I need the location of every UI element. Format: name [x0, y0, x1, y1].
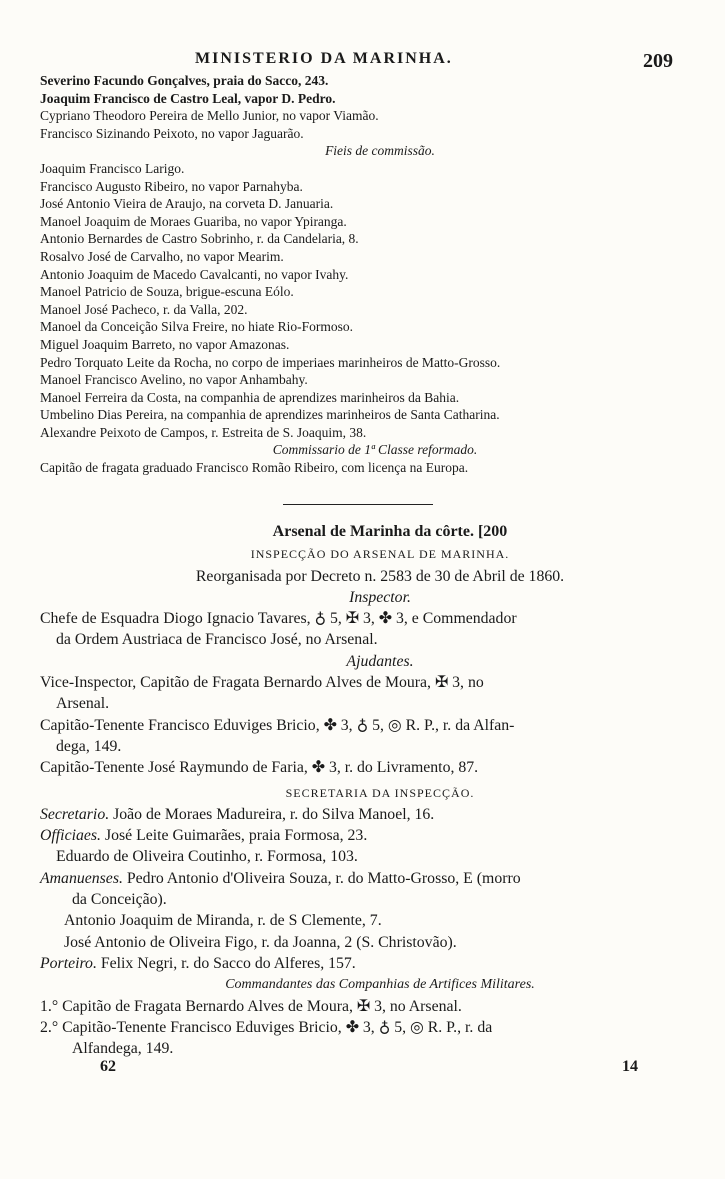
- list-item: Manoel Ferreira da Costa, na companhia de aprendizes marinheiros da Bahia.: [40, 389, 460, 405]
- list-item: Umbelino Dias Pereira, na companhia de aprendizes marinheiros de Santa Catharina.: [40, 407, 500, 423]
- porteiro-text: Felix Negri, r. do Sacco do Alferes, 157.: [100, 954, 356, 972]
- list-item: Joaquim Francisco de Castro Leal, vapor D. Pedro.: [40, 90, 336, 106]
- officiaes-entry: [40, 825, 680, 846]
- entry-line: Capitão-Tenente Francisco Eduviges Bricio, ✤ 3, ♁ 5, ◎ R. P., r. da Alfan-: [40, 716, 515, 734]
- list-item: Rosalvo José de Carvalho, no vapor Mearim.: [40, 248, 284, 264]
- amanuenses-label: Amanuenses.: [40, 869, 123, 887]
- porteiro-label: Porteiro.: [40, 954, 97, 972]
- entry-line: José Antonio de Oliveira Figo, r. da Joanna, 2 (S. Christovão).: [64, 933, 457, 951]
- officiaes-text: José Leite Guimarães, praia Formosa, 23.: [104, 827, 368, 845]
- list-item: Severino Facundo Gonçalves, praia do Sacco, 243.: [40, 73, 329, 88]
- entry-line: 2.° Capitão-Tenente Francisco Eduviges Bricio, ✤ 3, ♁ 5, ◎ R. P., r. da: [40, 1018, 493, 1036]
- list-item: Manoel Francisco Avelino, no vapor Anhambahy.: [40, 372, 308, 388]
- entry-line: dega, 149.: [56, 737, 122, 755]
- entry-line: Chefe de Esquadra Diogo Ignacio Tavares, ♁ 5, ✠ 3, ✤ 3, e Commendador: [40, 610, 517, 628]
- list-item: Antonio Bernardes de Castro Sobrinho, r. da Candelaria, 8.: [40, 231, 359, 247]
- page-number: 209: [643, 50, 673, 72]
- arsenal-title: Arsenal de Marinha da côrte. [200: [272, 523, 508, 540]
- entry-line: Antonio Joaquim de Miranda, r. de S Clemente, 7.: [64, 912, 382, 930]
- list-item: Joaquim Francisco Larigo.: [40, 160, 185, 176]
- entry-line: Capitão-Tenente José Raymundo de Faria, ✤ 3, r. do Livramento, 87.: [40, 759, 479, 777]
- section-heading-fieis: Fieis de commissão.: [325, 143, 435, 159]
- secretario-entry: [40, 804, 680, 825]
- list-item: Francisco Sizinando Peixoto, no vapor Jaguarão.: [40, 125, 304, 141]
- arsenal-section: [40, 521, 680, 1059]
- list-item: Antonio Joaquim de Macedo Cavalcanti, no vapor Ivahy.: [40, 266, 349, 282]
- staff-list-top: [40, 72, 680, 477]
- section-heading-secretaria: SECRETARIA DA INSPECÇÃO.: [285, 785, 475, 800]
- list-item: Manoel da Conceição Silva Freire, no hiate Rio-Formoso.: [40, 319, 354, 335]
- entry-line: 1.° Capitão de Fragata Bernardo Alves de Moura, ✠ 3, no Arsenal.: [40, 997, 462, 1015]
- entry-line: Alfandega, 149.: [72, 1040, 174, 1058]
- list-item: José Antonio Vieira de Araujo, na corveta D. Januaria.: [40, 196, 334, 212]
- amanuenses-entry: [40, 868, 680, 889]
- list-item: Capitão de fragata graduado Francisco Romão Ribeiro, com licença na Europa.: [40, 460, 469, 476]
- entry-line: da Ordem Austriaca de Francisco José, no Arsenal.: [56, 631, 378, 649]
- list-item: Manoel Joaquim de Moraes Guariba, no vapor Ypiranga.: [40, 213, 347, 229]
- signature-mark-left: 62: [100, 1058, 116, 1075]
- section-heading-commandantes: Commandantes das Companhias de Artifices Militares.: [225, 977, 535, 993]
- running-title: MINISTERIO DA MARINHA.: [195, 50, 453, 67]
- secretario-text: João de Moraes Madureira, r. do Silva Manoel, 16.: [113, 805, 435, 823]
- section-heading-inspector: Inspector.: [349, 588, 411, 606]
- list-item: Alexandre Peixoto de Campos, r. Estreita de S. Joaquim, 38.: [40, 424, 367, 440]
- arsenal-subtitle: INSPECÇÃO DO ARSENAL DE MARINHA.: [250, 547, 510, 562]
- list-item: Manoel José Pacheco, r. da Valla, 202.: [40, 301, 248, 317]
- section-divider: [283, 504, 433, 505]
- entry-line: Eduardo de Oliveira Coutinho, r. Formosa, 103.: [56, 848, 358, 866]
- amanuenses-text: Pedro Antonio d'Oliveira Souza, r. do Matto-Grosso, E (morro: [126, 869, 521, 887]
- porteiro-entry: [40, 953, 680, 974]
- entry-line: da Conceição).: [72, 891, 167, 909]
- officiaes-label: Officiaes.: [40, 827, 101, 845]
- section-heading-ajudantes: Ajudantes.: [346, 652, 414, 670]
- list-item: Manoel Patricio de Souza, brigue-escuna Eólo.: [40, 284, 294, 300]
- section-heading-commissario: Commissario de 1ª Classe reformado.: [272, 442, 478, 458]
- list-item: Miguel Joaquim Barreto, no vapor Amazonas.: [40, 336, 290, 352]
- arsenal-decree: Reorganisada por Decreto n. 2583 de 30 de Abril de 1860.: [195, 567, 565, 585]
- secretario-label: Secretario.: [40, 805, 110, 823]
- signature-mark-right: 14: [622, 1058, 638, 1075]
- list-item: Pedro Torquato Leite da Rocha, no corpo de imperiaes marinheiros de Matto-Grosso.: [40, 354, 501, 370]
- list-item: Cypriano Theodoro Pereira de Mello Junior, no vapor Viamão.: [40, 108, 379, 124]
- entry-line: Vice-Inspector, Capitão de Fragata Bernardo Alves de Moura, ✠ 3, no: [40, 674, 484, 692]
- entry-line: Arsenal.: [56, 695, 110, 713]
- page-header: [0, 48, 725, 72]
- list-item: Francisco Augusto Ribeiro, no vapor Parnahyba.: [40, 178, 303, 194]
